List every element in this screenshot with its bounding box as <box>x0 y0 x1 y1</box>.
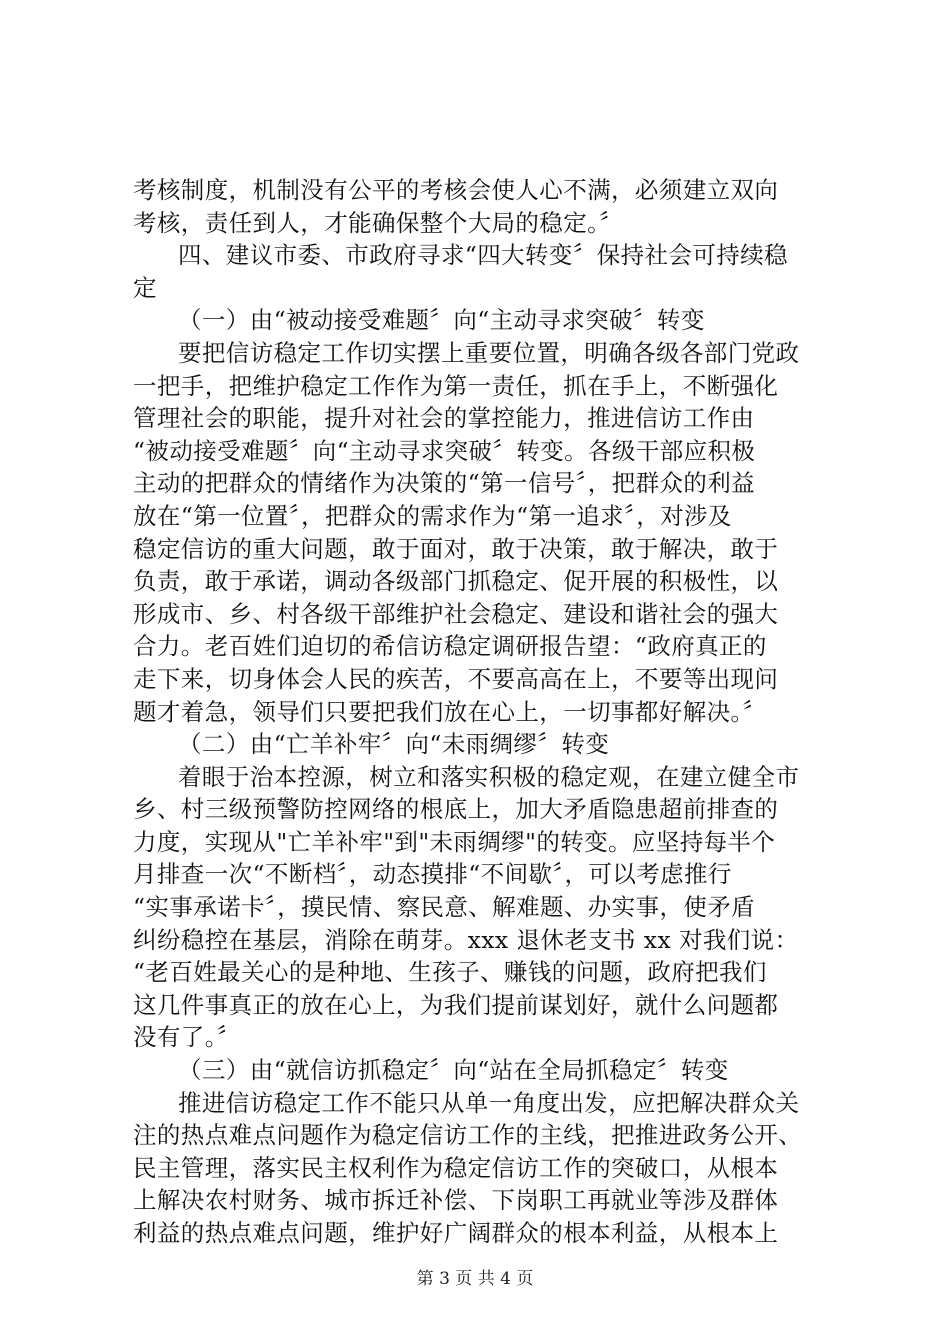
text-line: 乡、村三级预警防控网络的根底上，加大矛盾隐患超前排查的 <box>133 795 779 824</box>
text-line: （一）由“被动接受难题〞向“主动寻求突破〞转变 <box>178 306 705 335</box>
text-line: 负责，敢于承诺，调动各级部门抓稳定、促开展的积极性，以 <box>133 567 779 596</box>
text-line: 月排查一次“不断档〞，动态摸排“不间歇〞，可以考虑推行 <box>133 860 732 889</box>
text-line: 上解决农村财务、城市拆迁补偿、下岗职工再就业等涉及群体 <box>133 1186 779 1215</box>
page-footer: 第 3 页 共 4 页 <box>416 1269 534 1289</box>
text-line: 这几件事真正的放在心上，为我们提前谋划好，就什么问题都 <box>133 990 779 1019</box>
text-line: 走下来，切身体会人民的疾苦，不要高高在上，不要等出现问 <box>133 664 779 693</box>
text-line: 考核，责任到人，才能确保整个大局的稳定。〞 <box>133 208 624 237</box>
text-line: 四、建议市委、市政府寻求“四大转变〞保持社会可持续稳 <box>178 241 788 270</box>
text-line: 力度，实现从"亡羊补牢"到"未雨绸缪"的转变。应坚持每半个 <box>133 827 776 856</box>
text-line: 要把信访稳定工作切实摆上重要位置，明确各级各部门党政 <box>178 338 800 367</box>
text-line: 纠纷稳控在基层，消除在萌芽。xxx 退休老支书 xx 对我们说： <box>133 925 799 954</box>
text-line: “实事承诺卡〞，摸民情、察民意、解难题、办实事，使矛盾 <box>133 893 756 922</box>
text-line: 着眼于治本控源，树立和落实积极的稳定观，在建立健全市 <box>178 762 800 791</box>
text-line: 一把手，把维护稳定工作作为第一责任，抓在手上，不断强化 <box>133 371 779 400</box>
text-line: 没有了。〞 <box>133 1023 241 1052</box>
text-line: “老百姓最关心的是种地、生孩子、赚钱的问题，政府把我们 <box>133 958 767 987</box>
text-line: （三）由“就信访抓稳定〞向“站在全局抓稳定〞转变 <box>178 1056 729 1085</box>
text-line: 定 <box>133 273 157 302</box>
text-line: 主动的把群众的情绪作为决策的“第一信号〞，把群众的利益 <box>133 469 756 498</box>
text-line: 考核制度，机制没有公平的考核会使人心不满，必须建立双向 <box>133 176 779 204</box>
text-line: 推进信访稳定工作不能只从单一角度出发，应把解决群众关 <box>178 1088 800 1117</box>
text-line: 民主管理，落实民主权利作为稳定信访工作的突破口，从根本 <box>133 1153 779 1182</box>
text-line: 题才着急，领导们只要把我们放在心上，一切事都好解决。〞 <box>133 697 767 726</box>
text-line: 管理社会的职能，提升对社会的掌控能力，推进信访工作由 <box>133 404 755 433</box>
text-line: 稳定信访的重大问题，敢于面对，敢于决策，敢于解决，敢于 <box>133 534 779 563</box>
text-line: 利益的热点难点问题，维护好广阔群众的根本利益，从根本上 <box>133 1219 779 1247</box>
text-line: （二）由“亡羊补牢〞向“未雨绸缪〞转变 <box>178 730 610 759</box>
text-line: 形成市、乡、村各级干部维护社会稳定、建设和谐社会的强大 <box>133 599 779 628</box>
text-line: 放在“第一位置〞，把群众的需求作为“第一追求〞，对涉及 <box>133 501 732 530</box>
document-body <box>133 174 833 1250</box>
text-line: “被动接受难题〞向“主动寻求突破〞转变。各级干部应积极 <box>133 436 756 465</box>
text-line: 合力。老百姓们迫切的希信访稳定调研报告望：“政府真正的 <box>133 632 767 661</box>
text-line: 注的热点难点问题作为稳定信访工作的主线，把推进政务公开、 <box>133 1121 803 1150</box>
